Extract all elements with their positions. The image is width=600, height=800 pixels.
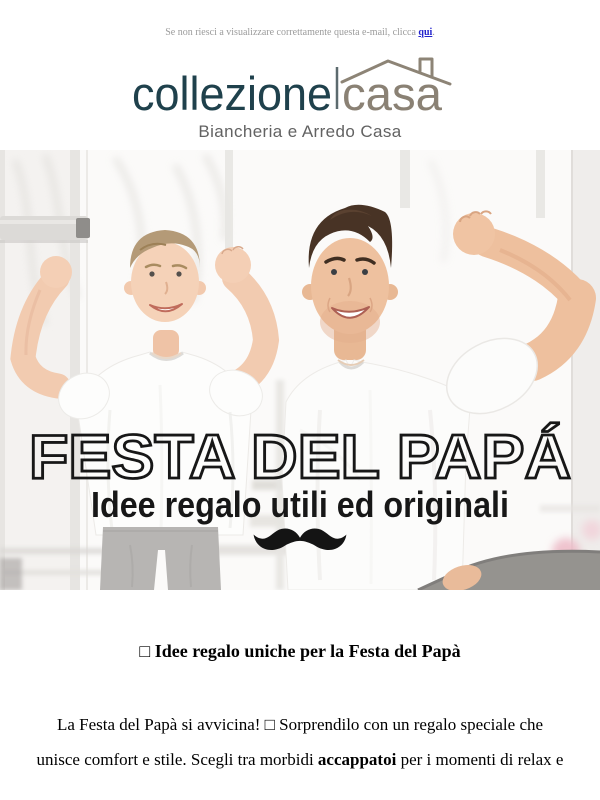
body-paragraph [18, 707, 582, 777]
paragraph-line-2-pre: unisce comfort e stile. Scegli tra morbidi [36, 750, 318, 769]
hero-subheadline: Idee regalo utili ed originali [91, 484, 509, 525]
paragraph-line-1: La Festa del Papà si avvicina! □ Sorprendilo con un regalo speciale che [56, 715, 544, 734]
hero-photo [0, 150, 600, 590]
logo-word-primary: collezione [132, 67, 332, 120]
preheader-suffix: . [432, 27, 435, 38]
paragraph-line-2-bold: accappatoi [317, 750, 397, 769]
paragraph-line-2-post: per i momenti di relax e [396, 750, 564, 769]
window-handle [0, 216, 90, 243]
preheader-text: Se non riesci a visualizzare correttamente questa e-mail, clicca [165, 27, 416, 38]
body-heading: □ Idee regalo uniche per la Festa del Papà [139, 641, 461, 661]
hero-headline: FESTA DEL PAPÁ [29, 423, 571, 492]
paragraph-line-2 [18, 742, 582, 777]
logo-tagline: Biancheria e Arredo Casa [198, 122, 402, 141]
preheader [0, 0, 600, 39]
hero-image [0, 150, 600, 590]
brand-logo-lockup [130, 54, 470, 120]
logo-word-secondary: casa [342, 67, 443, 120]
view-online-link[interactable]: qui [418, 27, 433, 38]
brand-logo [0, 54, 600, 142]
